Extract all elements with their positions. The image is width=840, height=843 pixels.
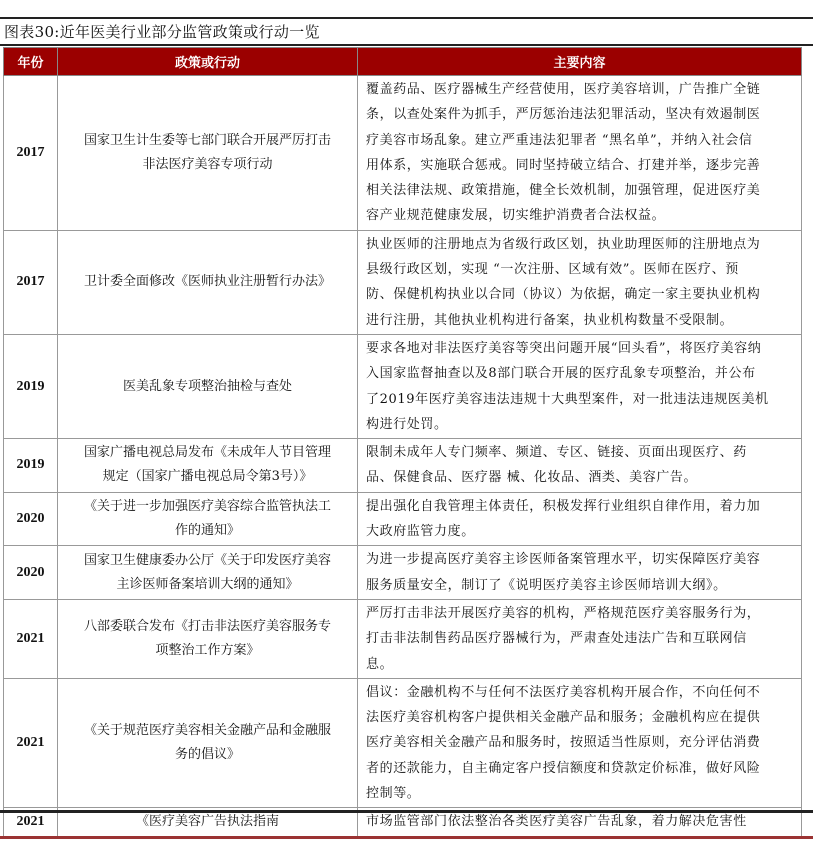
footer-rule: [0, 836, 813, 839]
row-year: 2021: [4, 599, 58, 678]
row-content-line: 限制未成年人专门频率、频道、专区、链接、页面出现医疗、药: [366, 445, 747, 461]
row-content-line: 防、保健机构执业以合同（协议）为依据，确定一家主要执业机构: [366, 287, 761, 303]
table-row: [4, 546, 802, 600]
table-row: [4, 334, 802, 438]
row-content-line: 为进一步提高医疗美容主诊医师备案管理水平，切实保障医疗美容: [366, 552, 761, 568]
row-policy-line: 卫计委全面修改《医师执业注册暂行办法》: [83, 274, 331, 290]
header-policy: 政策或行动: [58, 48, 358, 76]
bottom-rule: [0, 810, 813, 813]
row-content: [358, 334, 802, 438]
row-policy-line: 作的通知》: [174, 523, 240, 539]
row-content: [358, 678, 802, 807]
row-content-line: 品、保健食品、医疗器 械、化妆品、酒类、美容广告。: [366, 470, 698, 486]
row-content-line: 服务质量安全，制订了《说明医疗美容主诊医师培训大纲》。: [366, 577, 727, 593]
row-content-line: 县级行政区划，实现 “一次注册、区域有效”。医师在医疗、预: [366, 262, 739, 278]
row-content-line: 倡议：金融机构不与任何不法医疗美容机构开展合作，不向任何不: [366, 684, 761, 700]
row-policy: [58, 334, 358, 438]
row-content-line: 执业医师的注册地点为省级行政区划，执业助理医师的注册地点为: [366, 236, 761, 252]
row-year: 2019: [4, 439, 58, 493]
row-content-line: 打击非法制售药品医疗器械行为，严肃查处违法广告和互联网信: [366, 631, 747, 647]
header-year: 年份: [4, 48, 58, 76]
table-caption: 图表30:近年医美行业部分监管政策或行动一览: [4, 23, 320, 41]
row-content-line: 用体系，实施联合惩戒。同时坚持破立结合、打建并举，逐步完善: [366, 157, 761, 173]
row-policy-line: 国家广播电视总局发布《未成年人节目管理: [83, 445, 331, 461]
row-content-line: 市场监管部门依法整治各类医疗美容广告乱象，着力解决危害性: [366, 814, 747, 830]
row-content-line: 构进行处罚。: [366, 416, 448, 432]
row-content-line: 医疗美容相关金融产品和服务时，按照适当性原则，充分评估消费: [366, 735, 761, 751]
top-rule: [0, 17, 813, 19]
row-policy: [58, 546, 358, 600]
row-policy: [58, 678, 358, 807]
row-policy-line: 非法医疗美容专项行动: [142, 156, 273, 172]
row-content-line: 入国家监督抽查以及8部门联合开展的医疗乱象专项整治，并公布: [366, 366, 756, 382]
table-row: [4, 230, 802, 334]
row-policy: [58, 599, 358, 678]
table-row: [4, 678, 802, 807]
row-content-line: 者的还款能力，自主确定客户授信额度和贷款定价标准，做好风险: [366, 760, 761, 776]
row-policy-line: 《关于规范医疗美容相关金融产品和金融服: [83, 723, 331, 739]
row-policy: [58, 230, 358, 334]
policy-table: [3, 47, 802, 837]
row-content-line: 了2019年医疗美容违法违规十大典型案件，对一批违法违规医美机: [366, 391, 769, 407]
row-content-line: 提出强化自我管理主体责任，积极发挥行业组织自律作用，着力加: [366, 498, 761, 514]
row-content-line: 容产业规范健康发展，切实维护消费者合法权益。: [366, 208, 666, 224]
row-policy-line: 国家卫生计生委等七部门联合开展严厉打击: [83, 132, 331, 148]
table-row: [4, 599, 802, 678]
row-content: [358, 230, 802, 334]
row-content-line: 相关法律法规、政策措施，健全长效机制，加强管理，促进医疗美: [366, 183, 761, 199]
row-policy: [58, 492, 358, 546]
row-policy-line: 规定（国家广播电视总局令第3号）》: [102, 469, 313, 485]
row-content-line: 严厉打击非法开展医疗美容的机构，严格规范医疗美容服务行为，: [366, 605, 761, 621]
row-policy-line: 八部委联合发布《打击非法医疗美容服务专: [83, 618, 331, 634]
row-year: 2021: [4, 808, 58, 836]
row-content: [358, 76, 802, 231]
table-row: [4, 76, 802, 231]
row-policy-line: 国家卫生健康委办公厅《关于印发医疗美容: [83, 552, 331, 568]
row-year: 2017: [4, 76, 58, 231]
row-content-line: 息。: [366, 656, 394, 672]
row-policy-line: 《医疗美容广告执法指南: [135, 813, 279, 829]
table-row: [4, 439, 802, 493]
row-policy-line: 《关于进一步加强医疗美容综合监管执法工: [83, 499, 331, 515]
row-policy-line: 务的倡议》: [174, 747, 240, 763]
header-content: 主要内容: [358, 48, 802, 76]
row-content-line: 要求各地对非法医疗美容等突出问题开展“回头看”，将医疗美容纳: [366, 340, 762, 356]
row-content-line: 大政府监管力度。: [366, 524, 475, 540]
row-content: [358, 546, 802, 600]
row-content-line: 进行注册，其他执业机构进行备案，执业机构数量不受限制。: [366, 312, 734, 328]
row-content-line: 疗美容市场乱象。建立严重违法犯罪者 “黑名单”，并纳入社会信: [366, 132, 753, 148]
row-policy-line: 主诊医师备案培训大纲的通知》: [116, 576, 299, 592]
table-row: [4, 492, 802, 546]
row-policy-line: 医美乱象专项整治抽检与查处: [122, 378, 292, 394]
row-content-line: 法医疗美容机构客户提供相关金融产品和服务；金融机构应在提供: [366, 710, 761, 726]
row-content: [358, 439, 802, 493]
row-content-line: 条，以查处案件为抓手，严厉惩治违法犯罪活动，坚决有效遏制医: [366, 107, 761, 123]
row-year: 2021: [4, 678, 58, 807]
row-content-line: 覆盖药品、医疗器械生产经营使用，医疗美容培训，广告推广全链: [366, 82, 761, 97]
row-content: [358, 492, 802, 546]
row-year: 2020: [4, 492, 58, 546]
row-policy: [58, 76, 358, 231]
row-year: 2019: [4, 334, 58, 438]
header-row: [4, 48, 802, 76]
row-policy-line: 项整治工作方案》: [155, 642, 260, 658]
caption-rule: [0, 44, 813, 46]
row-policy: [58, 439, 358, 493]
row-content: [358, 599, 802, 678]
row-content-line: 控制等。: [366, 786, 421, 802]
row-year: 2017: [4, 230, 58, 334]
row-year: 2020: [4, 546, 58, 600]
